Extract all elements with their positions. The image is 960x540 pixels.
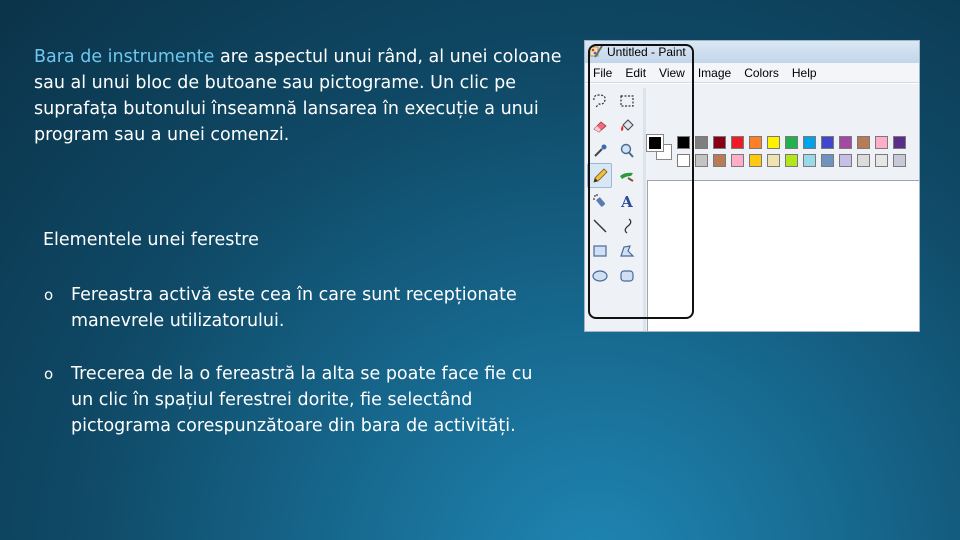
menu-view[interactable]: View (659, 66, 685, 80)
palette-swatch[interactable] (695, 154, 708, 167)
menu-colors[interactable]: Colors (744, 66, 779, 80)
paint-window-screenshot (584, 40, 920, 332)
curve-icon[interactable] (614, 213, 639, 238)
palette-swatch[interactable] (695, 136, 708, 149)
palette-swatch[interactable] (875, 136, 888, 149)
foreground-color-swatch[interactable] (647, 135, 663, 151)
ellipse-icon[interactable] (587, 263, 612, 288)
menu-help[interactable]: Help (791, 66, 817, 80)
palette-swatch[interactable] (785, 154, 798, 167)
paint-title-bar (585, 41, 919, 63)
paint-title: Untitled - Paint (607, 45, 686, 59)
menu-file[interactable]: File (593, 66, 613, 80)
palette-swatch[interactable] (803, 154, 816, 167)
palette-swatch[interactable] (749, 136, 762, 149)
palette-swatch[interactable] (893, 136, 906, 149)
palette-swatch[interactable] (749, 154, 762, 167)
palette-swatch[interactable] (857, 136, 870, 149)
palette-swatch[interactable] (803, 136, 816, 149)
palette-swatch[interactable] (785, 136, 798, 149)
palette-swatch[interactable] (731, 136, 744, 149)
palette-swatch[interactable] (713, 136, 726, 149)
magnifier-icon[interactable] (614, 138, 639, 163)
palette-swatch[interactable] (731, 154, 744, 167)
rounded-rect-icon[interactable] (614, 263, 639, 288)
palette-swatch[interactable] (821, 154, 834, 167)
menu-edit[interactable]: Edit (625, 66, 647, 80)
palette-swatch[interactable] (767, 154, 780, 167)
paint-app-icon (589, 45, 603, 59)
intro-text: are aspectul unui rând, al unei coloane sau al unui bloc de butoane sau pictograme. Un clic pe suprafața butonului înseamnă lansarea în execuție a unui program sau a unei comenzi. (34, 47, 562, 145)
rectangle-icon[interactable] (587, 238, 612, 263)
brush-icon[interactable] (614, 163, 639, 188)
palette-swatch[interactable] (893, 154, 906, 167)
palette-swatch[interactable] (839, 136, 852, 149)
text-icon[interactable] (614, 188, 639, 213)
paint-menu-bar (585, 63, 919, 83)
rect-select-icon[interactable] (614, 88, 639, 113)
pencil-icon[interactable] (587, 163, 612, 188)
svg-text:A: A (620, 192, 633, 210)
toolbox-separator (643, 88, 646, 332)
menu-image[interactable]: Image (697, 66, 732, 80)
airbrush-icon[interactable] (587, 188, 612, 213)
color-picker-icon[interactable] (587, 138, 612, 163)
bullet-text: Trecerea de la o fereastră la alta se poate face fie cu un clic în spațiul ferestrei dorite, fie selectând pictograma corespunzătoare din bara de activități. (71, 364, 533, 436)
palette-swatch[interactable] (839, 154, 852, 167)
bullet-text: Fereastra activă este cea în care sunt recepționate manevrele utilizatorului. (71, 285, 517, 331)
bullet-marker: o (44, 286, 54, 304)
palette-swatch[interactable] (677, 154, 690, 167)
intro-highlight: Bara de instrumente (34, 47, 215, 67)
intro-paragraph (34, 44, 564, 148)
free-select-icon[interactable] (587, 88, 612, 113)
fill-icon[interactable] (614, 113, 639, 138)
line-icon[interactable] (587, 213, 612, 238)
bullet-item (44, 282, 544, 334)
drawing-canvas[interactable] (647, 180, 919, 332)
palette-swatch[interactable] (677, 136, 690, 149)
section-heading: Elementele unei ferestre (43, 230, 259, 250)
palette-swatch[interactable] (857, 154, 870, 167)
color-indicator[interactable] (647, 135, 673, 161)
palette-swatch[interactable] (767, 136, 780, 149)
bullet-marker: o (44, 365, 54, 383)
paint-workspace (585, 84, 919, 332)
palette-swatch[interactable] (821, 136, 834, 149)
polygon-icon[interactable] (614, 238, 639, 263)
paint-toolbox (587, 88, 643, 332)
color-palette (677, 136, 908, 169)
bullet-item (44, 361, 544, 439)
palette-swatch[interactable] (875, 154, 888, 167)
eraser-icon[interactable] (587, 113, 612, 138)
palette-swatch[interactable] (713, 154, 726, 167)
